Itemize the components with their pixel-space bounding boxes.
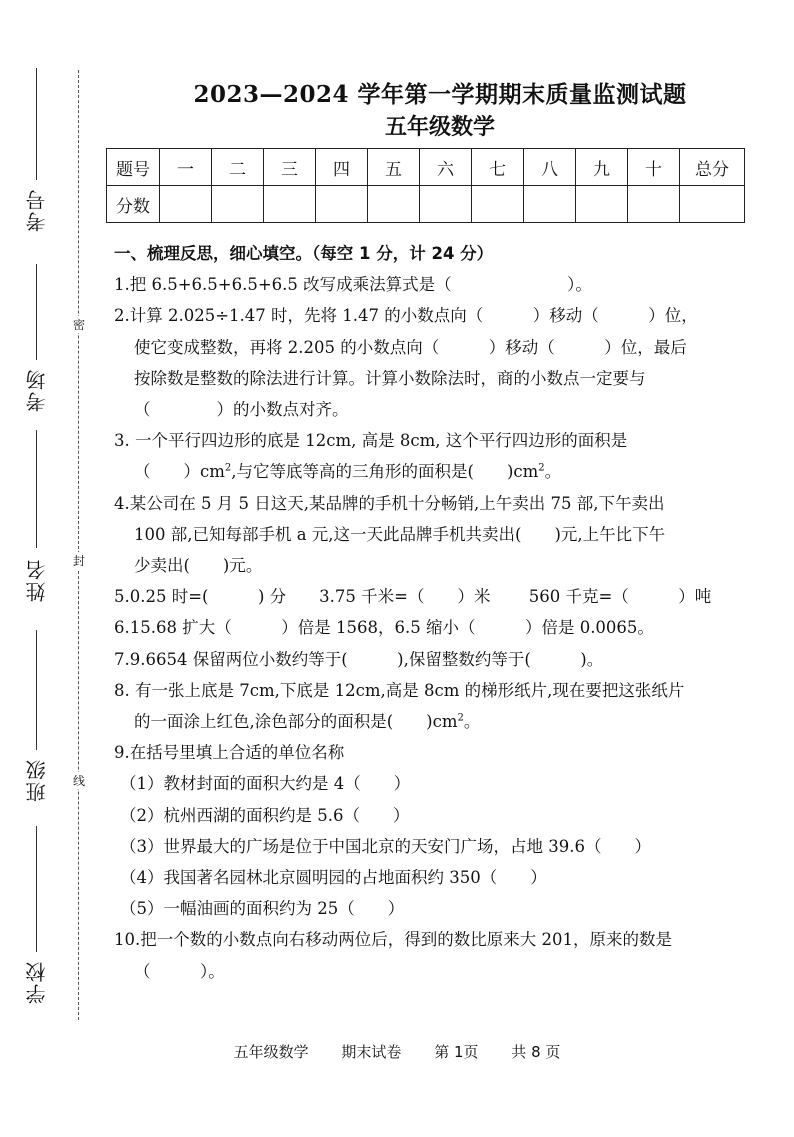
score-cell-blank <box>316 186 368 223</box>
exam-number-line <box>36 68 37 180</box>
q3-superscript-a: 2 <box>224 462 232 474</box>
score-cell-blank <box>212 186 264 223</box>
question-7: 7.9.6654 保留两位小数约等于( ),保留整数约等于( )。 <box>114 649 604 669</box>
exam-room-line <box>36 264 37 360</box>
question-9-item-5: （5）一幅油画的面积约为 25（ ） <box>120 899 405 919</box>
binding-field-exam-room: 考场 <box>25 368 49 412</box>
score-cell-blank <box>472 186 524 223</box>
score-table <box>106 148 745 223</box>
question-9: 9.在括号里填上合适的单位名称 <box>114 743 345 763</box>
q3-superscript-b: 2 <box>538 462 545 474</box>
question-6: 6.15.68 扩大（ ）倍是 1568，6.5 缩小（ ）倍是 0.0065。 <box>114 618 654 638</box>
section-fill-in-blanks <box>114 238 764 987</box>
footer-exam: 期末试卷 <box>341 1043 402 1061</box>
question-2-line-4: （ ）的小数点对齐。 <box>134 400 349 420</box>
score-table-cell: 总分 <box>680 149 745 186</box>
footer-page: 第 1页 <box>434 1043 479 1061</box>
score-cell-blank <box>368 186 420 223</box>
question-2-line-1: 2.计算 2.025÷1.47 时，先将 1.47 的小数点向（ ）移动（ ）位， <box>114 306 698 326</box>
question-9-item-4: （4）我国著名园林北京圆明园的占地面积约 350（ ） <box>120 868 547 888</box>
page-footer <box>0 1041 794 1062</box>
question-9-item-1: （1）教材封面的面积大约是 4（ ） <box>120 774 411 794</box>
seal-char-mi: 密 <box>70 316 88 333</box>
question-5: 5.0.25 时=( ) 分 3.75 千米=（ ）米 560 千克=（ ）吨 <box>114 587 712 607</box>
score-table-cell: 八 <box>524 149 576 186</box>
question-2-line-3: 按除数是整数的除法进行计算。计算小数除法时，商的小数点一定要与 <box>134 368 646 388</box>
q8-part-a: 的一面涂上红色,涂色部分的面积是( )cm <box>134 712 458 732</box>
binding-field-name: 姓名 <box>25 558 49 602</box>
score-table-cell: 九 <box>576 149 628 186</box>
score-table-cell: 六 <box>420 149 472 186</box>
question-4-line-1: 4.某公司在 5 月 5 日这天,某品牌的手机十分畅销,上午卖出 75 部,下午卖出 <box>114 493 665 513</box>
score-table-cell: 四 <box>316 149 368 186</box>
score-cell-blank <box>524 186 576 223</box>
score-table-cell: 五 <box>368 149 420 186</box>
score-table-cell: 二 <box>212 149 264 186</box>
score-cell-blank <box>264 186 316 223</box>
question-3-line-1: 3. 一个平行四边形的底是 12cm, 高是 8cm, 这个平行四边形的面积是 <box>114 431 628 451</box>
binding-field-class: 班级 <box>25 758 49 802</box>
score-table-cell: 分数 <box>107 186 160 223</box>
section-heading: 一、梳理反思，细心填空。（每空 1 分，计 24 分） <box>114 244 494 263</box>
question-1: 1.把 6.5+6.5+6.5+6.5 改写成乘法算式是（ ）。 <box>114 275 592 295</box>
question-8-line-2 <box>114 706 764 737</box>
school-line <box>36 826 37 952</box>
score-cell-blank <box>576 186 628 223</box>
q8-superscript: 2 <box>457 712 464 724</box>
binding-field-school: 学校 <box>25 960 49 1004</box>
footer-total: 共 8 页 <box>511 1043 561 1061</box>
seal-char-xian: 线 <box>70 772 88 789</box>
name-line <box>36 430 37 548</box>
binding-field-exam-number: 考号 <box>25 188 49 232</box>
score-cell-blank <box>680 186 745 223</box>
question-8-line-1: 8. 有一张上底是 7cm,下底是 12cm,高是 8cm 的梯形纸片,现在要把这张纸片 <box>114 680 685 700</box>
exam-title: 2023—2024 学年第一学期期末质量监测试题 <box>193 81 687 108</box>
question-10-line-2: （ ）。 <box>134 961 225 981</box>
question-10-line-1: 10.把一个数的小数点向右移动两位后，得到的数比原来大 201，原来的数是 <box>114 930 672 950</box>
q3-part-a: （ ）cm <box>134 462 225 482</box>
seal-dashed-line <box>78 70 79 1020</box>
question-2-line-2: 使它变成整数，再将 2.205 的小数点向（ ）移动（ ）位，最后 <box>134 337 687 357</box>
question-4-line-2: 100 部,已知每部手机 a 元,这一天此品牌手机共卖出( )元,上午比下午 <box>134 524 666 544</box>
question-4-line-3: 少卖出( )元。 <box>134 556 263 576</box>
question-3-line-2 <box>114 456 764 487</box>
score-table-cell: 七 <box>472 149 524 186</box>
q3-part-c: 。 <box>544 462 562 482</box>
q3-part-b: ,与它等底等高的三角形的面积是( )cm <box>231 462 539 482</box>
score-table-cell: 一 <box>160 149 212 186</box>
score-table-cell: 十 <box>628 149 680 186</box>
score-cell-blank <box>420 186 472 223</box>
score-cell-blank <box>160 186 212 223</box>
class-line <box>36 630 37 750</box>
score-table-cell: 题号 <box>107 149 160 186</box>
exam-subtitle: 五年级数学 <box>384 114 495 140</box>
score-table-score-row <box>107 186 745 223</box>
question-9-item-3: （3）世界最大的广场是位于中国北京的天安门广场，占地 39.6（ ） <box>120 836 651 856</box>
score-table-header-row <box>107 149 745 186</box>
seal-char-feng: 封 <box>70 552 88 569</box>
footer-subject: 五年级数学 <box>233 1043 309 1061</box>
score-table-cell: 三 <box>264 149 316 186</box>
question-9-item-2: （2）杭州西湖的面积约是 5.6（ ） <box>120 805 410 825</box>
score-cell-blank <box>628 186 680 223</box>
q8-part-b: 。 <box>463 712 481 732</box>
